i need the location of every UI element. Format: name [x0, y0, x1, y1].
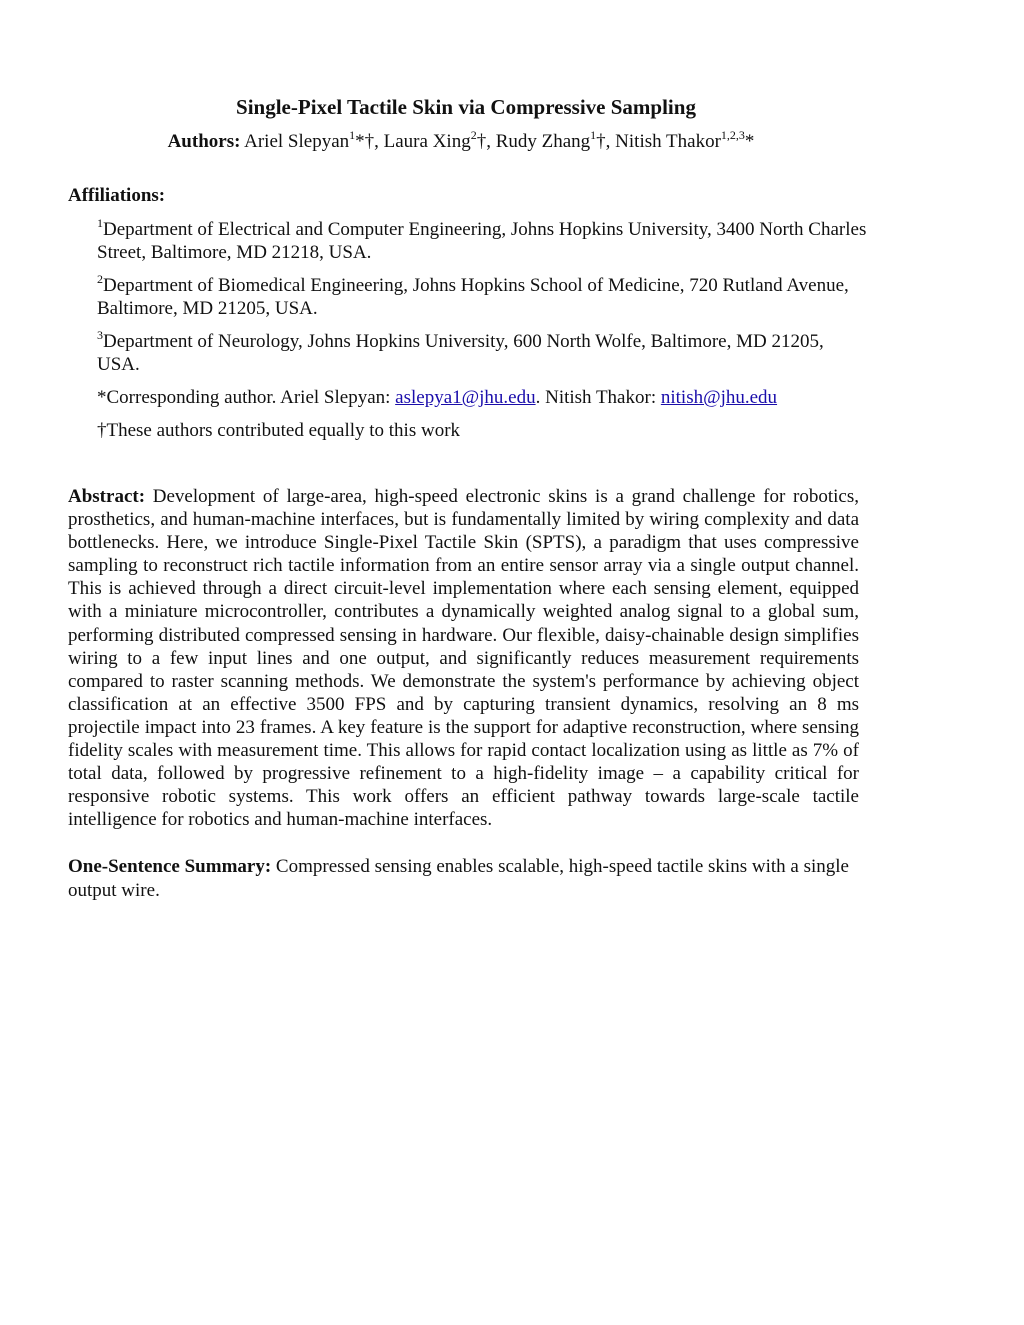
summary-label: One-Sentence Summary: — [68, 856, 272, 877]
email-link-thakor[interactable]: nitish@jhu.edu — [660, 387, 778, 408]
paper-title: Single-Pixel Tactile Skin via Compressive Sampling — [236, 95, 696, 119]
affiliation-item — [97, 215, 867, 264]
affiliation-sup: 2 — [97, 271, 103, 286]
author-marks: * — [744, 131, 755, 152]
author-4 — [615, 127, 755, 152]
author-3 — [495, 127, 606, 152]
abstract-text: Development of large-area, high-speed electronic skins is a grand challenge for robotics, prosthetics, and human-machine interfaces, but is fundamentally limited by wiring complexity and data bottlenecks. Here, we introduce Single-Pixel Tactile Skin (SPTS), a paradigm that uses compressive sampling to reconstruct rich tactile information from an entire sensor array via a single output channel. This is achieved through a direct circuit-level implementation where each sensing element, equipped with a miniature microcontroller, contributes a dynamically weighted analog signal to a global sum, performing distributed compressed sensing in hardware. Our flexible, daisy-chainable design simplifies wiring to a few input lines and one output, and significantly reduces measurement requirements compared to raster scanning methods. We demonstrate the system's performance by achieving object classification at an effective 3500 FPS and by capturing transient dynamics, resolving an 8 ms projectile impact into 23 frames. A key feature is the support for adaptive reconstruction, where sensing fidelity scales with measurement time. This allows for rapid contact localization using as little as 7% of total data, followed by progressive refinement to a high-fidelity image – a capability critical for responsive robotic systems. This work offers an efficient pathway towards large-scale tactile intelligence for robotics and human-machine interfaces. — [68, 486, 860, 831]
author-affiliation-sup: 1 — [590, 127, 597, 142]
affiliations-heading: Affiliations: — [68, 185, 166, 206]
affiliation-item — [97, 327, 867, 376]
author-1 — [244, 127, 375, 152]
affiliation-sup: 1 — [97, 215, 103, 230]
author-separator: , — [486, 131, 496, 152]
author-name: Ariel Slepyan — [244, 131, 350, 152]
author-separator: , — [374, 131, 384, 152]
author-name: Laura Xing — [383, 131, 471, 152]
affiliation-text: Department of Electrical and Computer Engineering, Johns Hopkins University, 3400 North Charles Street, Baltimore, MD 21218, USA. — [97, 219, 867, 263]
affiliation-sup: 3 — [97, 327, 103, 342]
affiliation-text: Department of Neurology, Johns Hopkins University, 600 North Wolfe, Baltimore, MD 21205, USA. — [97, 331, 824, 375]
author-affiliation-sup: 1,2,3 — [720, 127, 745, 142]
corresponding-middle: . Nitish Thakor: — [535, 387, 661, 408]
author-2 — [383, 127, 487, 152]
summary-text: Compressed sensing enables scalable, high-speed tactile skins with a single output wire. — [68, 856, 849, 901]
one-sentence-summary — [68, 855, 859, 902]
abstract-paragraph — [68, 485, 859, 831]
affiliation-item — [97, 271, 867, 320]
abstract-label: Abstract: — [68, 486, 146, 507]
author-separator: , — [605, 131, 616, 152]
author-name: Rudy Zhang — [495, 131, 591, 152]
author-affiliation-sup: 1 — [349, 127, 356, 142]
email-link-slepyan[interactable]: aslepya1@jhu.edu — [395, 387, 536, 408]
equal-contribution-note: †These authors contributed equally to this work — [97, 420, 461, 441]
author-marks: † — [596, 131, 606, 152]
author-line — [0, 127, 922, 154]
corresponding-author-note — [97, 386, 867, 409]
author-marks: *† — [355, 131, 375, 152]
corresponding-prefix: *Corresponding author. Ariel Slepyan: — [97, 387, 396, 408]
author-marks: † — [476, 131, 487, 152]
author-name: Nitish Thakor — [615, 131, 721, 152]
affiliation-text: Department of Biomedical Engineering, Johns Hopkins School of Medicine, 720 Rutland Avenue, Baltimore, MD 21205, USA. — [97, 275, 849, 319]
author-affiliation-sup: 2 — [470, 127, 477, 142]
affiliations-list — [97, 215, 867, 452]
authors-label: Authors: — [167, 131, 241, 152]
